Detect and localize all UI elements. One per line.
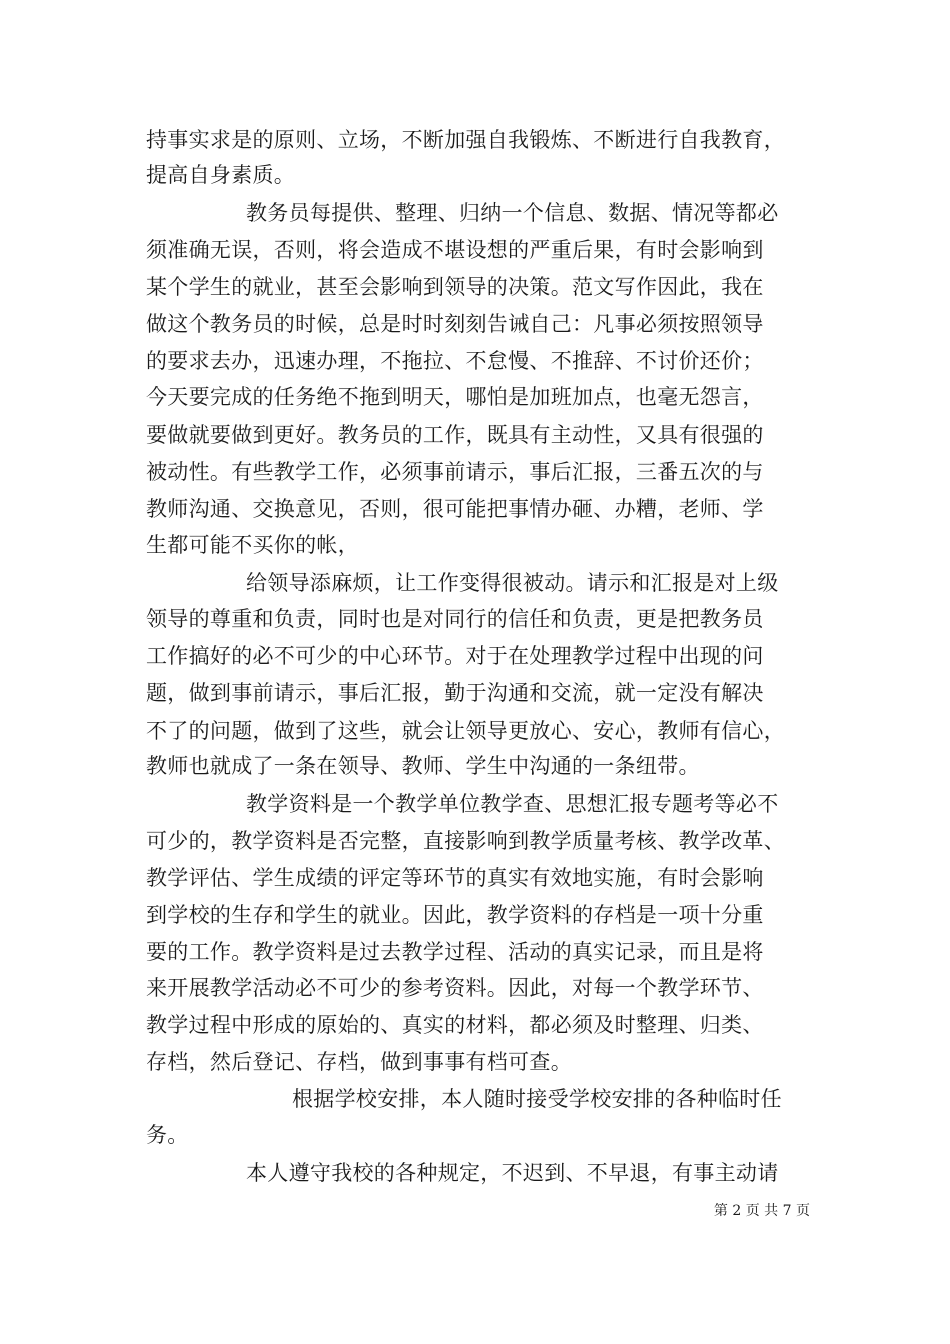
text-line: 领导的尊重和负责，同时也是对同行的信任和负责，更是把教务员 <box>146 607 764 631</box>
text-line: 持事实求是的原则、立场，不断加强自我锻炼、不断进行自我教育， <box>146 128 785 152</box>
text-line: 提高自身素质。 <box>146 163 296 187</box>
text-line: 存档，然后登记、存档，做到事事有档可查。 <box>146 1050 572 1074</box>
text-line: 今天要完成的任务绝不拖到明天，哪怕是加班加点，也毫无怨言， <box>146 385 764 409</box>
text-line: 须准确无误，否则，将会造成不堪设想的严重后果，有时会影响到 <box>146 238 764 262</box>
text-line: 教务员每提供、整理、归纳一个信息、数据、情况等都必 <box>246 201 779 225</box>
text-line: 的要求去办，迅速办理，不拖拉、不怠慢、不推辞、不讨价还价； <box>146 349 764 373</box>
text-line: 可少的，教学资料是否完整，直接影响到教学质量考核、教学改革、 <box>146 829 785 853</box>
text-line: 被动性。有些教学工作，必须事前请示，事后汇报，三番五次的与 <box>146 460 764 484</box>
text-line: 生都可能不买你的帐， <box>146 533 359 557</box>
text-line: 到学校的生存和学生的就业。因此，教学资料的存档是一项十分重 <box>146 903 764 927</box>
text-line: 教学评估、学生成绩的评定等环节的真实有效地实施，有时会影响 <box>146 866 764 890</box>
text-line: 要的工作。教学资料是过去教学过程、活动的真实记录，而且是将 <box>146 940 764 964</box>
text-line: 本人遵守我校的各种规定，不迟到、不早退，有事主动请 <box>246 1161 779 1185</box>
text-line: 教学资料是一个教学单位教学查、思想汇报专题考等必不 <box>246 792 779 816</box>
text-line: 务。 <box>146 1123 189 1147</box>
text-line: 来开展教学活动必不可少的参考资料。因此，对每一个教学环节、 <box>146 976 764 1000</box>
text-line: 要做就要做到更好。教务员的工作，既具有主动性，又具有很强的 <box>146 423 764 447</box>
text-line: 某个学生的就业，甚至会影响到领导的决策。范文写作因此，我在 <box>146 275 764 299</box>
text-line: 题，做到事前请示，事后汇报，勤于沟通和交流，就一定没有解决 <box>146 681 764 705</box>
text-line: 做这个教务员的时候，总是时时刻刻告诫自己：凡事必须按照领导 <box>146 312 764 336</box>
text-line: 教师沟通、交换意见，否则，很可能把事情办砸、办糟，老师、学 <box>146 497 764 521</box>
text-line: 教学过程中形成的原始的、真实的材料，都必须及时整理、归类、 <box>146 1013 764 1037</box>
text-line: 不了的问题，做到了这些，就会让领导更放心、安心，教师有信心， <box>146 719 785 743</box>
page-number-footer: 第 2 页 共 7 页 <box>713 1203 810 1219</box>
text-line: 给领导添麻烦，让工作变得很被动。请示和汇报是对上级 <box>246 571 779 595</box>
text-line: 根据学校安排，本人随时接受学校安排的各种临时任 <box>292 1087 782 1111</box>
text-line: 工作搞好的必不可少的中心环节。对于在处理教学过程中出现的问 <box>146 644 764 668</box>
text-line: 教师也就成了一条在领导、教师、学生中沟通的一条纽带。 <box>146 754 700 778</box>
